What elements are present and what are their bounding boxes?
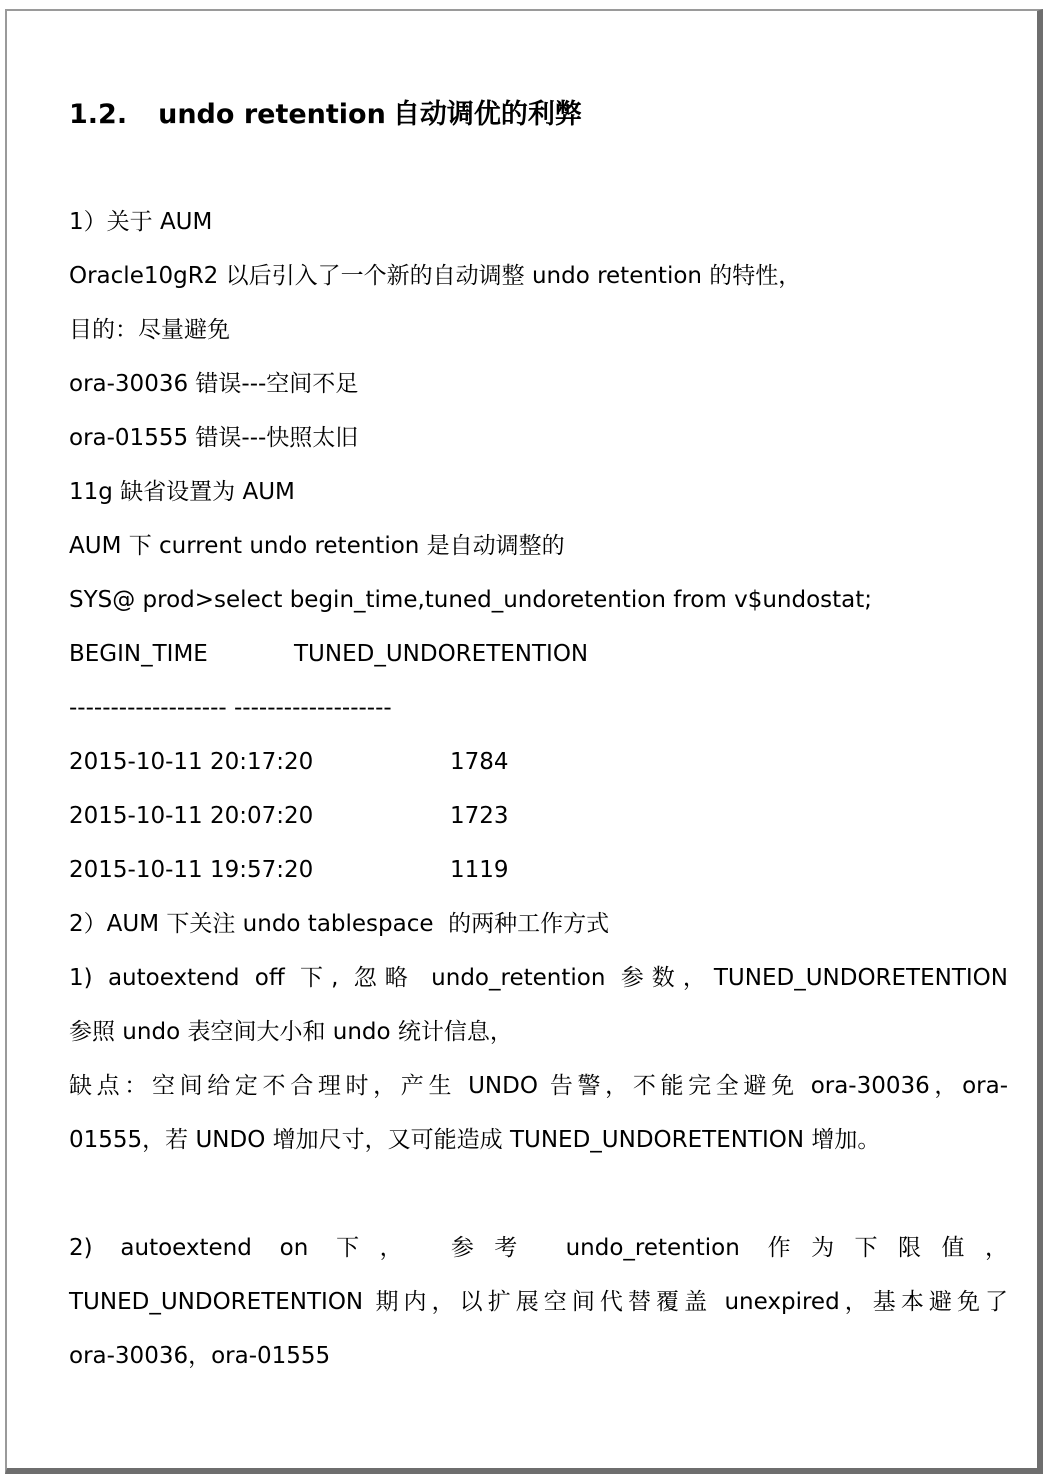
heading-title-en: undo retention — [158, 99, 386, 130]
result-row — [69, 789, 1008, 843]
paragraph-line: 2）AUM 下关注 undo tablespace 的两种工作方式 — [69, 911, 610, 937]
paragraph-line: TUNED_UNDORETENTION 期内，以扩展空间代替覆盖 unexpired，基本避免了 — [69, 1289, 1008, 1315]
paragraph-line: 1）关于 AUM — [69, 209, 213, 235]
paragraph-line: 2) autoextend on 下， 参考 undo_retention 作为下限值， — [69, 1235, 1008, 1261]
paragraph-line: 01555，若 UNDO 增加尺寸，又可能造成 TUNED_UNDORETENTION 增加。 — [69, 1127, 881, 1153]
result-row — [69, 735, 1008, 789]
column-header-begin-time: BEGIN_TIME — [69, 641, 208, 667]
blank-line — [69, 1167, 1008, 1221]
paragraph-line: ora-30036 错误---空间不足 — [69, 371, 359, 397]
cell-tuned-undoretention: 1723 — [450, 803, 509, 829]
paragraph-line: 缺点：空间给定不合理时，产生 UNDO 告警，不能完全避免 ora-30036，ora- — [69, 1073, 1008, 1099]
heading-title-zh: 自动调优的利弊 — [392, 99, 582, 130]
cell-tuned-undoretention: 1784 — [450, 749, 509, 775]
cell-tuned-undoretention: 1119 — [450, 857, 509, 883]
section-heading — [69, 95, 1008, 135]
paragraph-line: AUM 下 current undo retention 是自动调整的 — [69, 533, 565, 559]
result-separator-line: ------------------- ------------------- — [69, 695, 392, 721]
column-header-tuned-undoretention: TUNED_UNDORETENTION — [294, 641, 589, 667]
document-content — [7, 11, 1037, 1468]
result-header-row — [69, 627, 1008, 681]
paragraph-line: Oracle10gR2 以后引入了一个新的自动调整 undo retention 的特性， — [69, 263, 802, 289]
cell-begin-time: 2015-10-11 20:07:20 — [69, 803, 314, 829]
paragraph-line: ora-01555 错误---快照太旧 — [69, 425, 359, 451]
sql-query-line: SYS@ prod>select begin_time,tuned_undoretention from v$undostat; — [69, 587, 873, 613]
paragraph-line: ora-30036，ora-01555 — [69, 1343, 331, 1369]
cell-begin-time: 2015-10-11 19:57:20 — [69, 857, 314, 883]
document-page — [5, 9, 1043, 1474]
result-row — [69, 843, 1008, 897]
paragraph-line: 11g 缺省设置为 AUM — [69, 479, 295, 505]
cell-begin-time: 2015-10-11 20:17:20 — [69, 749, 314, 775]
paragraph-line: 1) autoextend off 下, 忽略 undo_retention 参数，TUNED_UNDORETENTION — [69, 965, 1008, 991]
paragraph-line: 参照 undo 表空间大小和 undo 统计信息， — [69, 1019, 513, 1045]
heading-number: 1.2. — [69, 99, 128, 130]
paragraph-line: 目的：尽量避免 — [69, 317, 230, 343]
